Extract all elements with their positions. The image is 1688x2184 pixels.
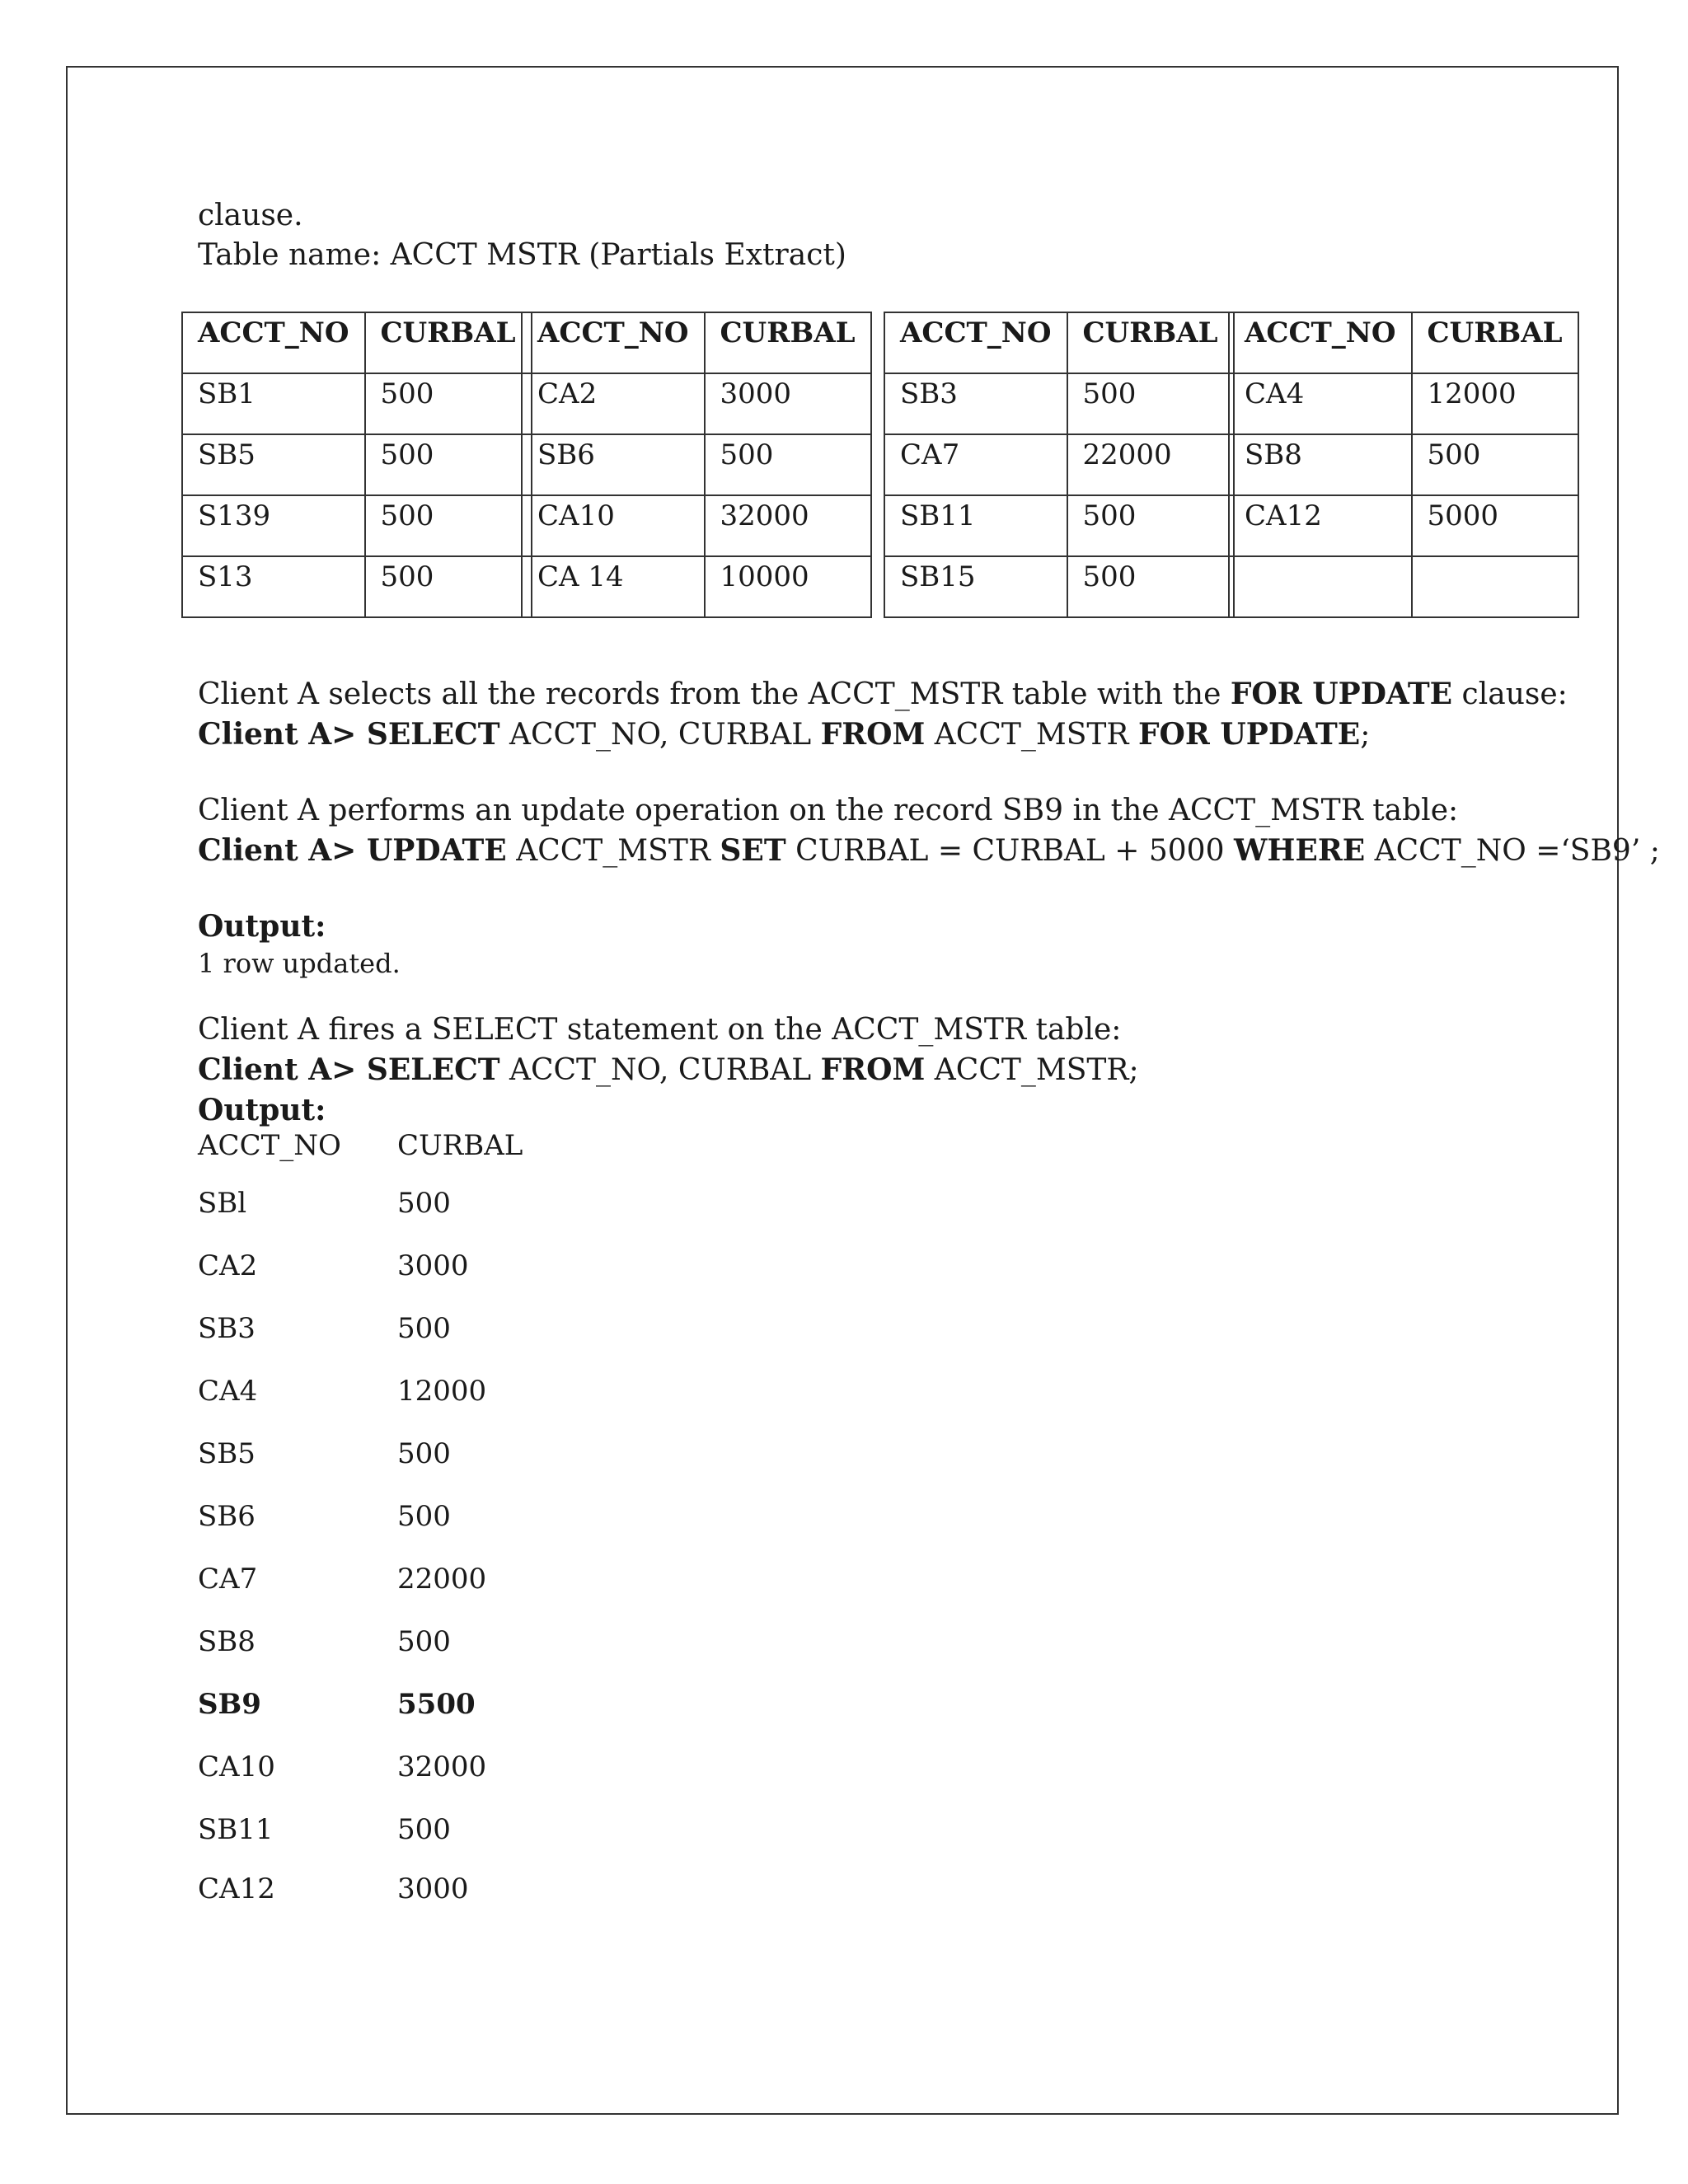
paragraph-update-text: Client A performs an update operation on the record SB9 in the ACCT_MSTR table: [198, 794, 1459, 827]
column-header: CURBAL [365, 312, 532, 373]
column-header: CURBAL [1067, 312, 1234, 373]
output-1 [198, 907, 1550, 981]
sql-text: ACCT_NO, CURBAL [499, 718, 821, 752]
column-header: CURBAL [397, 1129, 523, 1162]
sql-keyword: WHERE [1233, 833, 1366, 868]
para-text: clause: [1452, 677, 1568, 711]
sql-keyword: FROM [820, 717, 926, 752]
sql-keyword: SET [720, 833, 786, 868]
sql-select-for-update [198, 715, 1550, 755]
acct-no-value: SB6 [198, 1500, 256, 1533]
paragraphs [198, 674, 1568, 755]
list-item [198, 1624, 523, 1686]
acct-no-cell: SB3 [884, 373, 1067, 434]
acct-no-cell: SB1 [182, 373, 365, 434]
list-item [198, 1811, 523, 1871]
curbal-value: 500 [397, 1437, 451, 1470]
acct-no-value: SBl [198, 1187, 247, 1220]
curbal-value: 500 [397, 1625, 451, 1658]
table-row [884, 373, 1234, 434]
curbal-value: 32000 [397, 1750, 487, 1783]
document-body [198, 196, 1550, 275]
curbal-value: 500 [397, 1813, 451, 1846]
column-header: ACCT_NO [182, 312, 365, 373]
sql-text: ACCT_MSTR [925, 718, 1138, 752]
acct-no-cell: CA12 [1229, 495, 1412, 556]
table-row [182, 434, 532, 495]
acct-no-cell: SB8 [1229, 434, 1412, 495]
extract-tables [181, 312, 1563, 638]
paragraph-update [198, 791, 1660, 871]
sql-select [198, 1050, 1550, 1090]
curbal-cell: 500 [1067, 556, 1234, 617]
curbal-cell: 10000 [705, 556, 871, 617]
acct-no-cell: S13 [182, 556, 365, 617]
table-name-line: Table name: ACCT MSTR (Partials Extract) [198, 238, 846, 272]
table-row [884, 556, 1234, 617]
acct-no-value: SB9 [198, 1688, 261, 1721]
table-row [884, 434, 1234, 495]
extract-table-2 [521, 312, 872, 618]
acct-no-cell [1229, 556, 1412, 617]
column-header: ACCT_NO [884, 312, 1067, 373]
table-row [182, 556, 532, 617]
curbal-cell: 500 [365, 495, 532, 556]
output-listing [198, 1127, 523, 1933]
acct-no-cell: SB11 [884, 495, 1067, 556]
list-item-highlighted [198, 1686, 523, 1749]
curbal-cell: 3000 [705, 373, 871, 434]
paragraph-select [198, 1010, 1550, 1130]
column-header: CURBAL [705, 312, 871, 373]
sql-text: ; [1360, 718, 1371, 752]
table-row [522, 373, 871, 434]
curbal-cell [1412, 556, 1578, 617]
acct-no-value: SB11 [198, 1813, 274, 1846]
curbal-cell: 500 [1067, 373, 1234, 434]
sql-keyword: Client A> SELECT [198, 717, 500, 752]
column-header: ACCT_NO [522, 312, 705, 373]
curbal-value: 500 [397, 1187, 451, 1220]
list-item [198, 1436, 523, 1498]
list-item [198, 1561, 523, 1624]
output-text: 1 row updated. [198, 948, 401, 979]
sql-keyword: FROM [820, 1052, 926, 1087]
paragraph-select-for-update [198, 674, 1568, 715]
sql-text: ACCT_NO =‘SB9’ ; [1365, 834, 1660, 868]
column-header: ACCT_NO [198, 1129, 341, 1162]
curbal-cell: 500 [365, 434, 532, 495]
sql-text: ACCT_NO, CURBAL [499, 1053, 821, 1087]
acct-no-value: CA10 [198, 1750, 275, 1783]
sql-keyword: FOR UPDATE [1137, 717, 1361, 752]
column-header: CURBAL [1412, 312, 1578, 373]
curbal-value: 3000 [397, 1249, 469, 1282]
curbal-cell: 500 [1412, 434, 1578, 495]
intro-line-1: clause. [198, 199, 303, 232]
acct-no-value: SB8 [198, 1625, 256, 1658]
acct-no-cell: S139 [182, 495, 365, 556]
sql-update [198, 831, 1660, 871]
para-text: Client A selects all the records from the ACCT_MSTR table with the [198, 677, 1231, 711]
sql-text: ACCT_MSTR; [925, 1053, 1139, 1087]
table-row [1229, 495, 1578, 556]
table-row [1229, 556, 1578, 617]
acct-no-cell: SB5 [182, 434, 365, 495]
acct-no-value: SB3 [198, 1312, 256, 1345]
curbal-value: 5500 [397, 1688, 476, 1721]
para-keyword: FOR UPDATE [1230, 677, 1453, 711]
table-row [884, 495, 1234, 556]
table-row [1229, 434, 1578, 495]
sql-keyword: Client A> SELECT [198, 1052, 500, 1087]
curbal-cell: 12000 [1412, 373, 1578, 434]
curbal-value: 500 [397, 1312, 451, 1345]
extract-table-1 [181, 312, 532, 618]
curbal-value: 22000 [397, 1563, 487, 1596]
column-header: ACCT_NO [1229, 312, 1412, 373]
acct-no-value: SB5 [198, 1437, 256, 1470]
table-row [522, 556, 871, 617]
acct-no-cell: CA4 [1229, 373, 1412, 434]
acct-no-cell: CA7 [884, 434, 1067, 495]
acct-no-value: CA2 [198, 1249, 258, 1282]
curbal-value: 12000 [397, 1375, 487, 1408]
acct-no-value: CA7 [198, 1563, 258, 1596]
curbal-value: 500 [397, 1500, 451, 1533]
output-header [198, 1127, 523, 1185]
acct-no-cell: SB15 [884, 556, 1067, 617]
acct-no-cell: CA 14 [522, 556, 705, 617]
output-label: Output: [198, 1093, 326, 1127]
list-item [198, 1310, 523, 1373]
list-item [198, 1498, 523, 1561]
acct-no-value: CA12 [198, 1872, 275, 1905]
acct-no-cell: SB6 [522, 434, 705, 495]
list-item [198, 1373, 523, 1436]
list-item [198, 1871, 523, 1933]
sql-text: CURBAL = CURBAL + 5000 [785, 834, 1234, 868]
table-row [522, 434, 871, 495]
acct-no-cell: CA2 [522, 373, 705, 434]
curbal-cell: 32000 [705, 495, 871, 556]
curbal-cell: 22000 [1067, 434, 1234, 495]
table-row [182, 373, 532, 434]
table-row [1229, 373, 1578, 434]
table-row [182, 495, 532, 556]
sql-keyword: Client A> UPDATE [198, 833, 507, 868]
curbal-cell: 5000 [1412, 495, 1578, 556]
paragraph-select-text: Client A fires a SELECT statement on the ACCT_MSTR table: [198, 1013, 1122, 1047]
extract-table-3 [884, 312, 1235, 618]
list-item [198, 1185, 523, 1248]
curbal-cell: 500 [365, 556, 532, 617]
sql-text: ACCT_MSTR [506, 834, 720, 868]
list-item [198, 1248, 523, 1310]
table-row [522, 495, 871, 556]
acct-no-value: CA4 [198, 1375, 258, 1408]
curbal-value: 3000 [397, 1872, 469, 1905]
extract-table-4 [1228, 312, 1579, 618]
acct-no-cell: CA10 [522, 495, 705, 556]
curbal-cell: 500 [365, 373, 532, 434]
curbal-cell: 500 [1067, 495, 1234, 556]
curbal-cell: 500 [705, 434, 871, 495]
list-item [198, 1749, 523, 1811]
output-label: Output: [198, 909, 326, 944]
